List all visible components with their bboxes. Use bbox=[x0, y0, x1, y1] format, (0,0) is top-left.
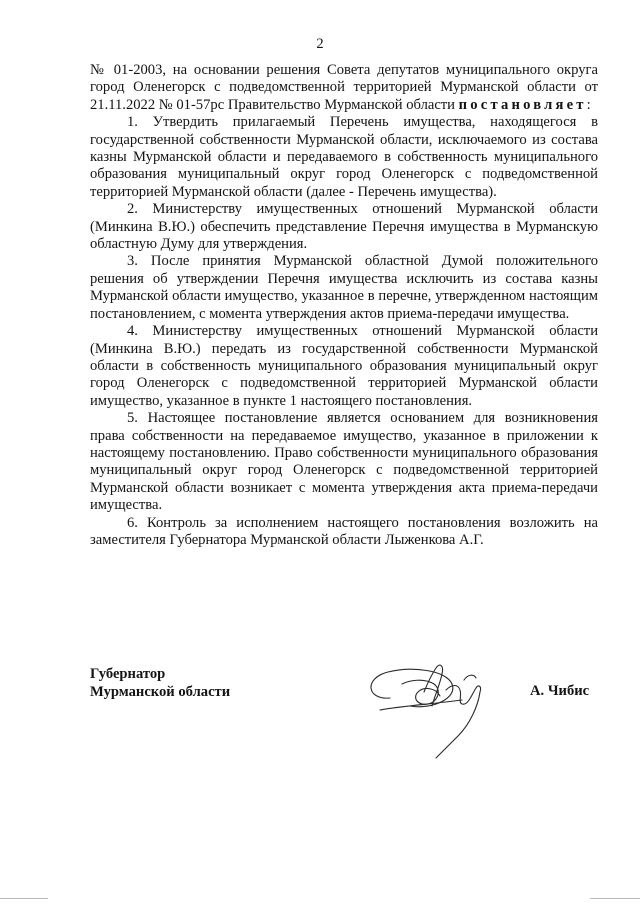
paragraph-6: 6. Контроль за исполнением настоящего постановления возложить на заместителя Губернатора Мурманской области Лыженкова А.Г. bbox=[90, 514, 598, 548]
paragraph-2: 2. Министерству имущественных отношений Мурманской области (Минкина В.Ю.) обеспечить представление Перечня имущества в Мурманскую областную Думу для утверждения. bbox=[90, 201, 598, 253]
document-body bbox=[90, 62, 598, 549]
signatory-title-line1: Губернатор bbox=[90, 666, 166, 682]
paragraph-5: 5. Настоящее постановление является основанием для возникновения права собственности на передаваемое имущество, указанное в приложении к настоящему постановлению. Право собственности муниципального образования муниципальный округ город Оленегорск с подведомственной территорией Мурманской области возникает с момента утверждения акта приема-передачи имущества. bbox=[90, 410, 598, 514]
scan-edge-mark bbox=[0, 898, 48, 899]
signatory-name: А. Чибис bbox=[530, 683, 590, 699]
paragraph-4: 4. Министерству имущественных отношений Мурманской области (Минкина В.Ю.) передать из государственной собственности Мурманской области в собственность муниципального образования муниципальный округ город Оленегорск с подведомственной территорией Мурманской области имущество, указанное в пункте 1 настоящего постановления. bbox=[90, 323, 598, 409]
intro-text: № 01-2003, на основании решения Совета депутатов муниципального округа город Оленегорск с подведомственной территорией Мурманской области от 21.11.2022 № 01-57рс Правительство Мурманской области bbox=[90, 62, 598, 113]
scan-edge-mark bbox=[590, 898, 640, 899]
decree-colon: : bbox=[586, 96, 591, 113]
signatory-title-line2: Мурманской области bbox=[90, 684, 231, 700]
paragraph-3: 3. После принятия Мурманской областной Думой положительного решения об утверждении Перечня имущества исключить из состава казны Мурманской области имущество, указанное в перечне, утвержденном настоящим постановлением, с момента утверждения актов приема-передачи имущества. bbox=[90, 253, 598, 322]
handwritten-signature bbox=[362, 640, 502, 762]
page-number: 2 bbox=[316, 36, 324, 52]
decree-word: постановляет bbox=[458, 96, 587, 113]
signatory-title bbox=[90, 665, 230, 701]
intro-paragraph bbox=[90, 62, 598, 114]
paragraph-1: 1. Утвердить прилагаемый Перечень имущества, находящегося в государственной собственности Мурманской области, исключаемого из состава казны Мурманской области и передаваемого в собственность муниципального образования муниципальный округ город Оленегорск с подведомственной территорией Мурманской области (далее - Перечень имущества). bbox=[90, 114, 598, 200]
